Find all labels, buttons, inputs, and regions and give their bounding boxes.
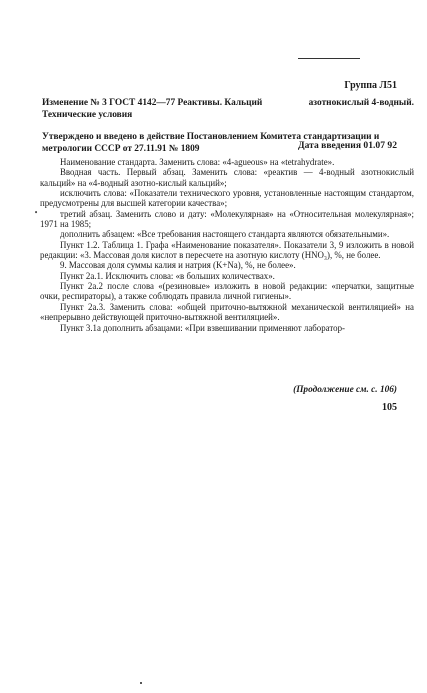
paragraph: третий абзац. Заменить слово и дату: «Молекулярная» на «Относительная молекулярная»; 1971 на 1985;: [40, 208, 414, 230]
group-code: Группа Л51: [344, 80, 397, 91]
heading-subtitle: Технические условия: [42, 109, 133, 120]
heading-title-left: Изменение № 3 ГОСТ 4142—77 Реактивы. Кальций: [42, 98, 263, 108]
paragraph: Пункт 3.1а дополнить абзацами: «При взвешивании применяют лаборатор-: [60, 322, 345, 333]
heading-line-1: [42, 98, 414, 110]
paragraph: Пункт 2а.1. Исключить слова: «в больших количествах».: [60, 270, 275, 281]
continuation-note: (Продолжение см. с. 106): [293, 385, 397, 395]
page-number: 105: [382, 402, 397, 413]
margin-mark: •: [34, 209, 39, 217]
paragraph: Пункт 2а.3. Заменить слова: «общей приточно-вытяжной механической вентиляцией» на «непрерывно действующей приточно-вытяжной вентиляцией».: [40, 301, 414, 323]
approval-statement: Утверждено и введено в действие Постановлением Комитета стандартизации и метрологии СССР от 27.11.91 № 1809: [42, 132, 380, 154]
scan-speck: [140, 682, 142, 684]
heading-title-right: азотнокислый 4-водный.: [308, 98, 414, 108]
paragraph: дополнить абзацем: «Все требования настоящего стандарта являются обязательными».: [60, 229, 390, 240]
paragraph: 9. Массовая доля суммы калия и натрия (K+Na), %, не более».: [60, 260, 296, 271]
paragraph: Пункт 2а.2 после слова «(резиновые» изложить в новой редакции: «перчатки, защитные очки, респираторы), а также соблюдать правила личной гигиены».: [40, 281, 414, 302]
paragraph: исключить слова: «Показатели технического уровня, установленные настоящим стандартом, предусмотрены для высшей категории качества»;: [40, 188, 414, 209]
amendment-body: [40, 157, 414, 333]
effective-date: Дата введения 01.07 92: [297, 140, 397, 151]
paragraph: Пункт 1.2. Таблица 1. Графа «Наименование показателя». Показатели 3, 9 изложить в новой редакции: «3. Массовая доля кислот в пересчете на азотную кислоту (HNO₃), %, не более.: [40, 239, 414, 261]
paragraph: Вводная часть. Первый абзац. Заменить слова: «реактив — 4-водный азотнокислый кальций» на «4-водный азотно-кислый кальций»;: [40, 167, 414, 188]
top-rule: [298, 58, 360, 59]
paragraph: Наименование стандарта. Заменить слова: «4-agueous» на «tetrahydrate».: [60, 157, 335, 167]
